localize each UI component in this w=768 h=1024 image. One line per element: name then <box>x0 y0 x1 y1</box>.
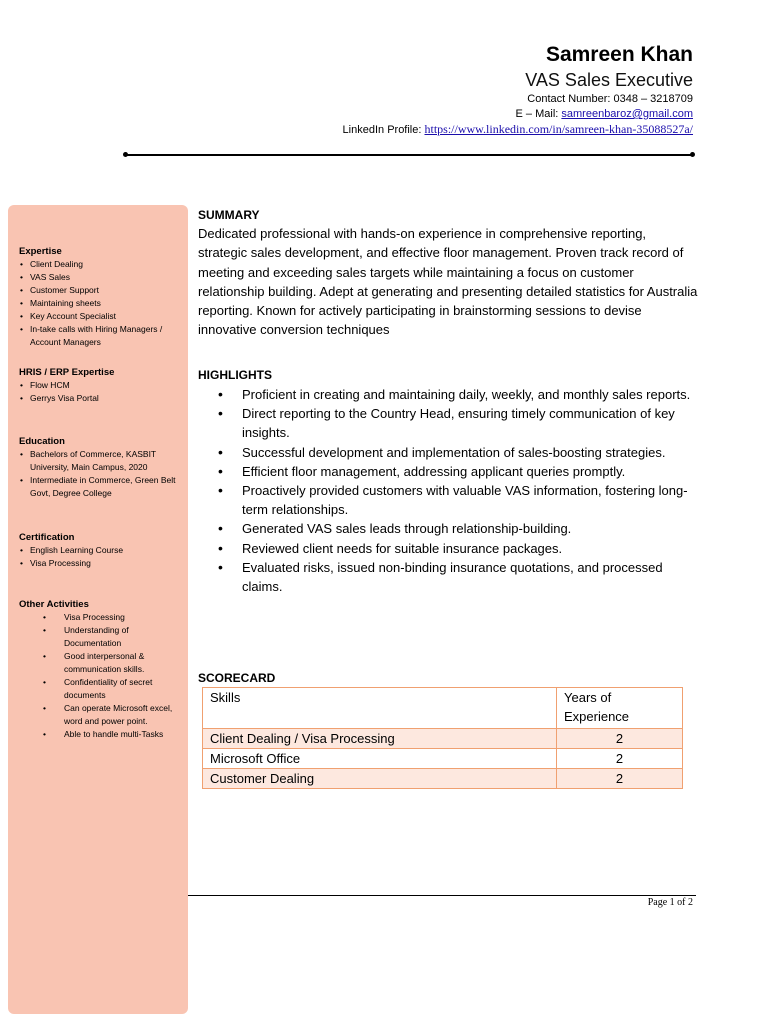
highlights-section <box>198 366 698 596</box>
summary-section <box>198 206 698 340</box>
list-item: • Key Account Specialist <box>19 310 181 323</box>
candidate-role: VAS Sales Executive <box>525 70 693 90</box>
list-item: • Successful development and implementation of sales-boosting strategies. <box>198 443 698 462</box>
highlights-list <box>198 385 698 596</box>
sidebar <box>8 205 188 1014</box>
list-item: • Proactively provided customers with valuable VAS information, fostering long-term relationships. <box>198 481 698 519</box>
footer-divider <box>188 895 696 896</box>
skill-cell: Customer Dealing <box>203 769 557 789</box>
skill-cell: Client Dealing / Visa Processing <box>203 729 557 749</box>
email-link[interactable]: samreenbaroz@gmail.com <box>561 108 693 120</box>
email-label: E – Mail: <box>515 108 562 120</box>
list-item: • Maintaining sheets <box>19 297 181 310</box>
list-item: • Proficient in creating and maintaining daily, weekly, and monthly sales reports. <box>198 385 698 404</box>
table-header-row <box>203 688 683 729</box>
years-cell: 2 <box>557 769 683 789</box>
list-item: • Intermediate in Commerce, Green Belt Govt, Degree College <box>19 474 181 500</box>
page-number: Page 1 of 2 <box>647 897 693 908</box>
list-item: • Client Dealing <box>19 258 181 271</box>
resume-header <box>343 42 693 138</box>
list-item: • Gerrys Visa Portal <box>19 392 181 405</box>
years-cell: 2 <box>557 729 683 749</box>
hris-section <box>19 366 181 405</box>
certification-title: Certification <box>19 532 75 543</box>
table-row <box>203 729 683 749</box>
list-item: • Generated VAS sales leads through relationship-building. <box>198 519 698 538</box>
other-activities-section <box>19 598 181 741</box>
list-item: • Customer Support <box>19 284 181 297</box>
certification-section <box>19 531 181 570</box>
linkedin-label: LinkedIn Profile: <box>342 124 425 136</box>
education-title: Education <box>19 436 65 447</box>
scorecard-table <box>202 687 683 789</box>
list-item: • In-take calls with Hiring Managers / Account Managers <box>19 323 181 349</box>
header-years: Years of Experience <box>557 688 683 729</box>
expertise-title: Expertise <box>19 246 62 257</box>
highlights-title: HIGHLIGHTS <box>198 368 272 382</box>
years-cell: 2 <box>557 749 683 769</box>
hris-title: HRIS / ERP Expertise <box>19 367 115 378</box>
header-skills: Skills <box>203 688 557 729</box>
list-item: • Visa Processing <box>19 557 181 570</box>
scorecard-section <box>198 669 698 687</box>
email-line <box>343 107 693 122</box>
rule-endpoint-right <box>690 152 695 157</box>
expertise-list <box>19 258 181 349</box>
contact-value: 0348 – 3218709 <box>613 93 693 105</box>
list-item: • Can operate Microsoft excel, word and power point. <box>19 702 181 728</box>
education-section <box>19 435 181 500</box>
list-item: • Evaluated risks, issued non-binding insurance quotations, and processed claims. <box>198 558 698 596</box>
education-list <box>19 448 181 500</box>
list-item: • Understanding of Documentation <box>19 624 181 650</box>
list-item: • Direct reporting to the Country Head, ensuring timely communication of key insights. <box>198 404 698 442</box>
candidate-name: Samreen Khan <box>545 43 693 66</box>
list-item: • Efficient floor management, addressing applicant queries promptly. <box>198 462 698 481</box>
header-divider <box>126 154 693 156</box>
linkedin-line <box>343 122 693 138</box>
expertise-section <box>19 245 181 349</box>
list-item: • Able to handle multi-Tasks <box>19 728 181 741</box>
list-item: • Bachelors of Commerce, KASBIT University, Main Campus, 2020 <box>19 448 181 474</box>
list-item: • Flow HCM <box>19 379 181 392</box>
list-item: • VAS Sales <box>19 271 181 284</box>
linkedin-link[interactable]: https://www.linkedin.com/in/samreen-khan-35088527a/ <box>424 122 693 136</box>
summary-text: Dedicated professional with hands-on experience in comprehensive reporting, strategic sales development, and effective floor management. Proven track record of meeting and exceeding sales targets while maintaining a focus on customer relationship building. Adept at generating and presenting detailed statistics for Australia reporting. Known for actively participating in brainstorming sessions to devise innovative conversion techniques <box>198 226 698 338</box>
other-activities-title: Other Activities <box>19 599 89 610</box>
skill-cell: Microsoft Office <box>203 749 557 769</box>
summary-title: SUMMARY <box>198 208 260 222</box>
hris-list <box>19 379 181 405</box>
certification-list <box>19 544 181 570</box>
list-item: • Reviewed client needs for suitable insurance packages. <box>198 539 698 558</box>
scorecard-title: SCORECARD <box>198 671 276 685</box>
contact-number <box>343 92 693 107</box>
contact-label: Contact Number: <box>527 93 614 105</box>
other-activities-list <box>19 611 181 741</box>
list-item: • Good interpersonal & communication skills. <box>19 650 181 676</box>
list-item: • Visa Processing <box>19 611 181 624</box>
table-row <box>203 749 683 769</box>
list-item: • English Learning Course <box>19 544 181 557</box>
list-item: • Confidentiality of secret documents <box>19 676 181 702</box>
table-row <box>203 769 683 789</box>
